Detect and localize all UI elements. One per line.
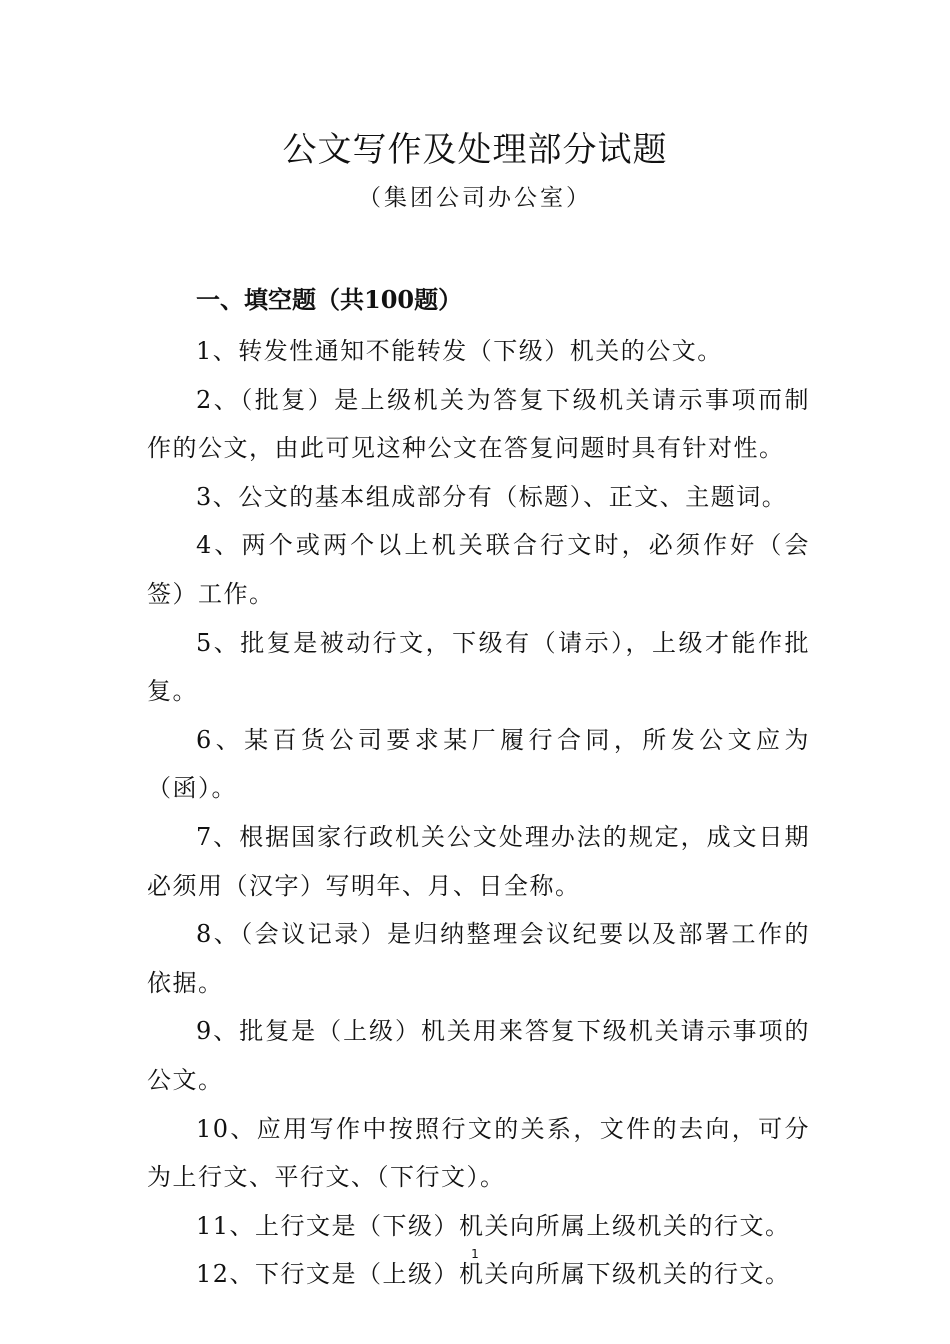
- list-item: 8、（会议记录）是归纳整理会议纪要以及部署工作的依据。: [147, 920, 810, 997]
- document-title: 公文写作及处理部分试题: [282, 130, 668, 170]
- page-number: 1: [471, 1247, 479, 1261]
- list-item: 3、公文的基本组成部分有（标题）、正文、主题词。: [196, 482, 788, 511]
- list-item: 4、两个或两个以上机关联合行文时，必须作好（会签）工作。: [147, 531, 810, 608]
- list-item: 9、批复是（上级）机关用来答复下级机关请示事项的公文。: [147, 1017, 810, 1094]
- list-item: 2、（批复）是上级机关为答复下级机关请示事项而制作的公文，由此可见这种公文在答复问题时具有针对性。: [147, 385, 810, 463]
- list-item: 11、上行文是（下级）机关向所属上级机关的行文。: [196, 1211, 791, 1240]
- question-list: [147, 327, 810, 1299]
- list-item: 6、某百货公司要求某厂履行合同，所发公文应为（函）。: [147, 725, 810, 803]
- list-item: 1、转发性通知不能转发（下级）机关的公文。: [196, 337, 723, 365]
- list-item: 12、下行文是（上级）机关向所属下级机关的行文。: [196, 1260, 791, 1289]
- list-item: 7、根据国家行政机关公文处理办法的规定，成文日期必须用（汉字）写明年、月、日全称。: [147, 822, 810, 900]
- section-heading: 一、填空题（共100题）: [196, 285, 463, 314]
- document-subtitle: （集团公司办公室）: [358, 185, 592, 211]
- list-item: 10、应用写作中按照行文的关系，文件的去向，可分为上行文、平行文、（下行文）。: [147, 1114, 810, 1192]
- list-item: 5、批复是被动行文，下级有（请示），上级才能作批复。: [147, 628, 810, 706]
